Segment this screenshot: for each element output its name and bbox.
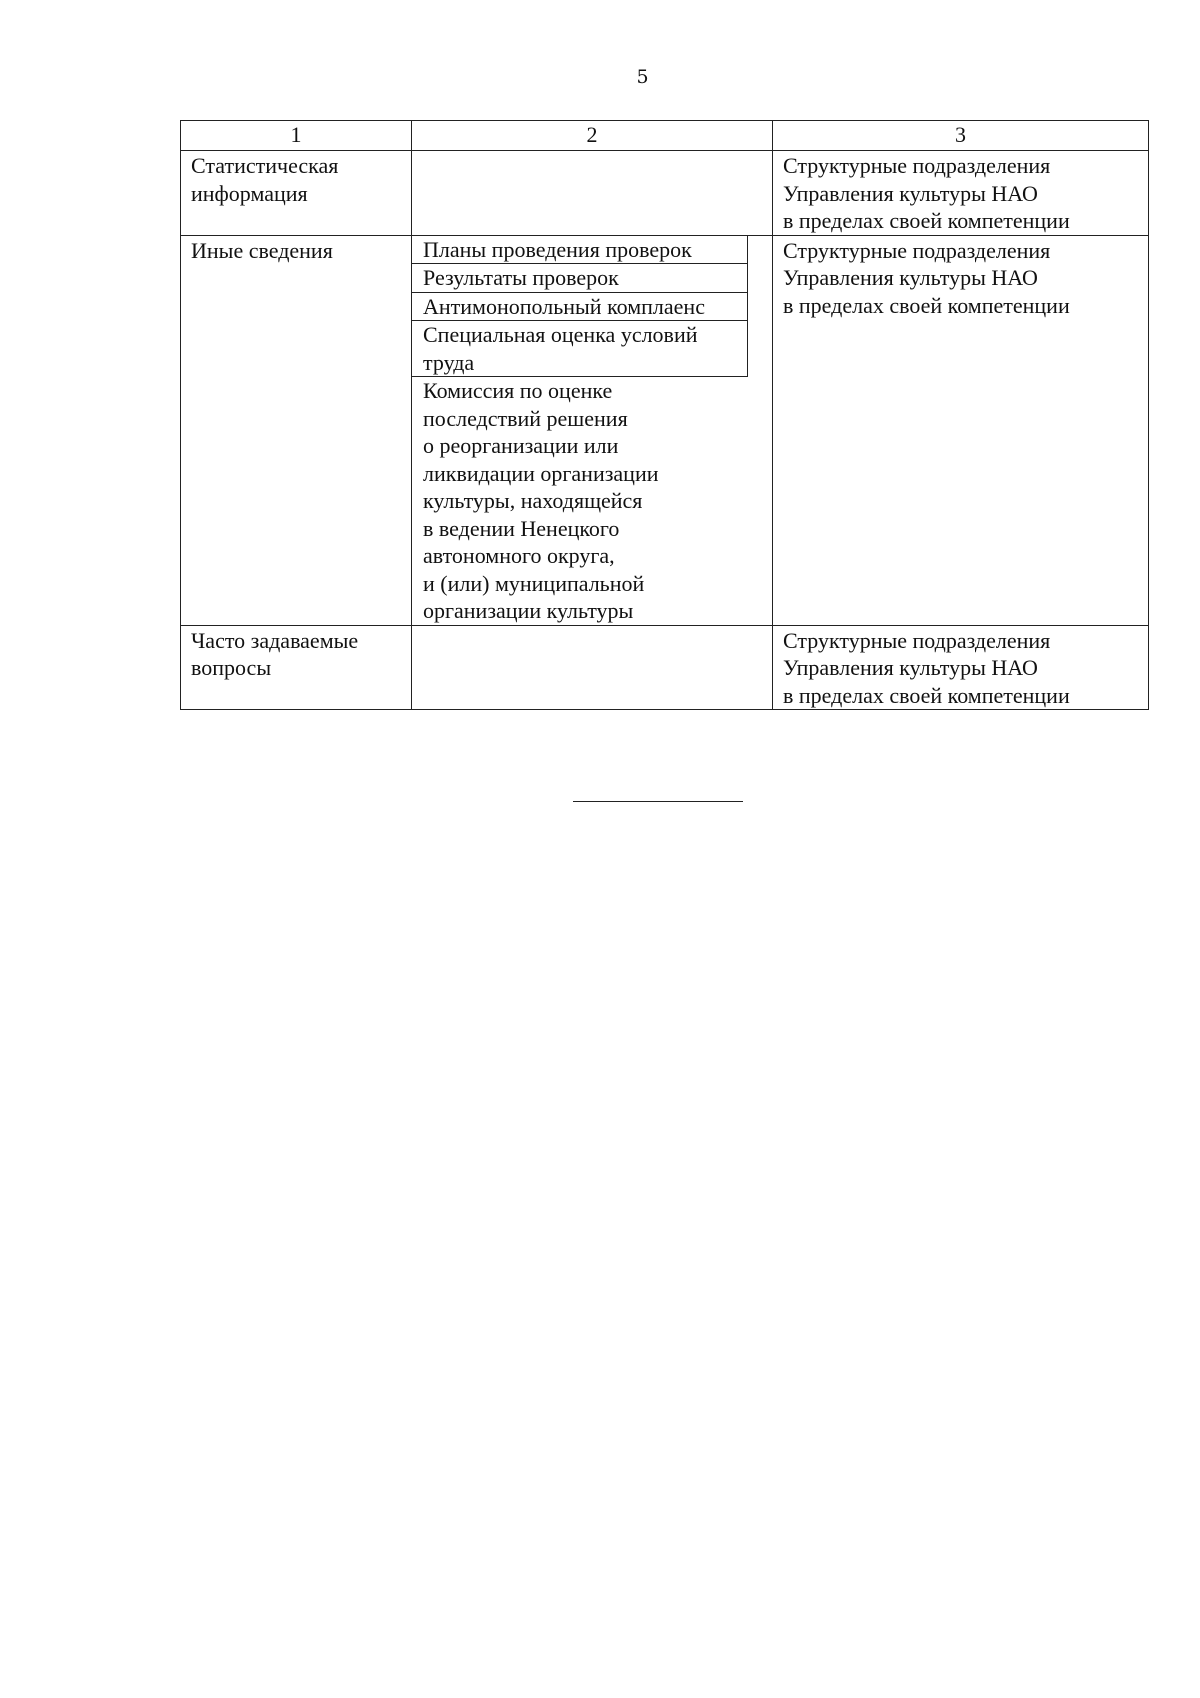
- table-header-row: [181, 121, 1149, 151]
- column-header-1: 1: [181, 121, 412, 151]
- sub-item: Специальная оценка условий труда: [412, 321, 748, 377]
- row-category-cell: Статистическая информация: [181, 151, 412, 236]
- row-responsible-cell: Структурные подразделения Управления культуры НАО в пределах своей компетенции: [773, 235, 1149, 625]
- row-category-cell: Часто задаваемые вопросы: [181, 625, 412, 710]
- column-header-2: 2: [412, 121, 773, 151]
- page-number: 5: [636, 66, 649, 88]
- row-items-cell: [412, 235, 773, 625]
- sub-item: Антимонопольный комплаенс: [412, 293, 748, 322]
- sub-item: Планы проведения проверок: [412, 236, 748, 265]
- sub-item-list: [412, 236, 772, 625]
- table-row: [181, 235, 1149, 625]
- row-category-cell: Иные сведения: [181, 235, 412, 625]
- row-responsible-cell: Структурные подразделения Управления культуры НАО в пределах своей компетенции: [773, 151, 1149, 236]
- row-items-cell: [412, 625, 773, 710]
- info-table: [180, 120, 1149, 710]
- row-responsible-cell: Структурные подразделения Управления культуры НАО в пределах своей компетенции: [773, 625, 1149, 710]
- sub-item: Результаты проверок: [412, 264, 748, 293]
- column-header-3: 3: [773, 121, 1149, 151]
- table-row: [181, 625, 1149, 710]
- sub-item: Комиссия по оценке последствий решения о реорганизации или ликвидации организации культуры, находящейся в ведении Ненецкого автономного округа, и (или) муниципальной организации культуры: [423, 378, 659, 623]
- row-items-cell: [412, 151, 773, 236]
- table-row: [181, 151, 1149, 236]
- end-divider-line: [573, 801, 743, 802]
